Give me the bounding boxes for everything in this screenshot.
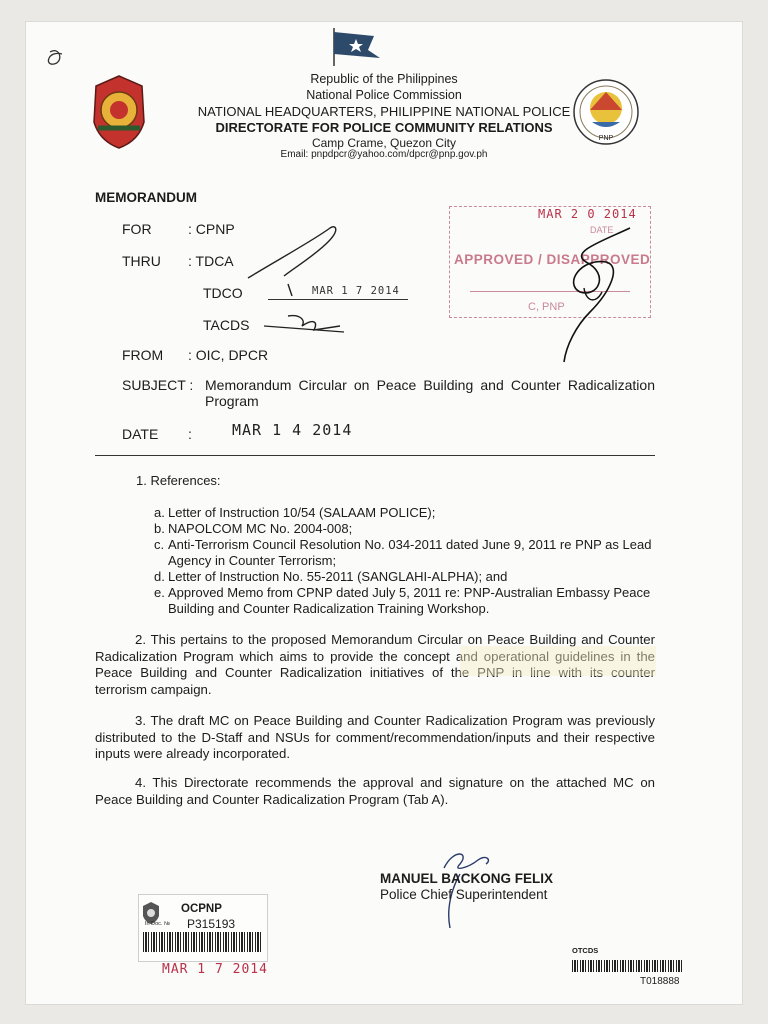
signatory-name: MANUEL BACKONG FELIX	[380, 871, 554, 886]
ocpnp-doc-number: P315193	[187, 917, 236, 931]
cpnp-signature	[540, 222, 650, 372]
reference-item	[154, 537, 654, 569]
header-divider	[95, 455, 655, 456]
header-napolcom: National Police Commission	[306, 88, 462, 102]
approval-date: MAR 2 0 2014	[538, 207, 637, 221]
otcds-stamp	[568, 946, 686, 990]
right-seal-text: PNP	[598, 135, 614, 142]
header-address: Camp Crame, Quezon City	[311, 136, 457, 150]
paragraph-4: 4. This Directorate recommends the approval and signature on the attached MC on Peace Building and Counter Radicalization Program (Tab A).	[95, 775, 655, 807]
reference-key: a.	[154, 505, 165, 520]
ocpnp-date-stamp: MAR 1 7 2014	[162, 962, 268, 977]
from-value: : OIC, DPCR	[188, 347, 269, 363]
approval-date-label: DATE	[590, 225, 614, 235]
subject-label: SUBJECT :	[122, 377, 194, 393]
reference-text: Anti-Terrorism Council Resolution No. 034-2011 dated June 9, 2011 re PNP as Lead Agency in Counter Terrorism;	[168, 537, 652, 568]
approval-signer: C, PNP	[528, 301, 565, 313]
thru-label: THRU	[122, 253, 161, 269]
handwritten-initials	[244, 222, 374, 342]
date-colon: :	[188, 426, 192, 442]
header-email: Email: pnpdpcr@yahoo.com/dpcr@pnp.gov.ph	[280, 149, 488, 160]
reference-item	[154, 569, 654, 585]
reference-item	[154, 585, 654, 617]
otcds-barcode	[572, 960, 682, 972]
reference-key: e.	[154, 585, 165, 600]
subject-value: Memorandum Circular on Peace Building and Counter Radicalization Program	[205, 377, 655, 409]
reference-key: b.	[154, 521, 165, 536]
reference-key: c.	[154, 537, 165, 552]
flag-icon	[328, 26, 388, 66]
header-republic: Republic of the Philippines	[310, 72, 458, 86]
reference-key: d.	[154, 569, 165, 584]
paragraph-highlight	[460, 646, 656, 676]
reference-text: Letter of Instruction No. 55-2011 (SANGLAHI-ALPHA); and	[168, 569, 508, 584]
from-label: FROM	[122, 347, 164, 363]
ocpnp-stamp	[138, 894, 268, 962]
header-nhq: NATIONAL HEADQUARTERS, PHILIPPINE NATIONAL POLICE	[197, 104, 571, 119]
header-directorate: DIRECTORATE FOR POLICE COMMUNITY RELATIONS	[215, 120, 553, 135]
thru-value: : TDCA	[188, 253, 234, 269]
ocpnp-title: OCPNP	[181, 903, 222, 915]
approval-status: APPROVED / DISAPPROVED	[454, 252, 651, 267]
otcds-title: OTCDS	[572, 946, 599, 955]
handwritten-mark	[40, 44, 80, 74]
references-heading: 1. References:	[136, 473, 221, 488]
tdco-date-stamp: MAR 1 7 2014	[312, 285, 400, 297]
signatory-title: Police Chief Superintendent	[380, 887, 548, 902]
tacds-label: TACDS	[203, 317, 250, 333]
reference-item	[154, 521, 654, 537]
otcds-number: T018888	[640, 976, 680, 987]
date-label: DATE	[122, 426, 159, 442]
ocpnp-barcode	[143, 932, 261, 952]
paragraph-3: 3. The draft MC on Peace Building and Counter Radicalization Program was previously distributed to the D-Staff and NSUs for comment/recommendation/inputs and their respective inputs were already incorporated.	[95, 713, 655, 761]
reference-text: Approved Memo from CPNP dated July 5, 2011 re: PNP-Australian Embassy Peace Building and Counter Radicalization Training Workshop.	[168, 585, 651, 616]
ocpnp-doc-prefix: In Doc. №	[145, 921, 170, 927]
memo-title: MEMORANDUM	[95, 190, 197, 205]
tdco-label: TDCO	[203, 285, 243, 301]
reference-text: Letter of Instruction 10/54 (SALAAM POLICE);	[168, 505, 436, 520]
reference-item	[154, 505, 654, 521]
reference-text: NAPOLCOM MC No. 2004-008;	[168, 521, 353, 536]
for-value: : CPNP	[188, 221, 235, 237]
for-label: FOR	[122, 221, 152, 237]
paragraph-2: 2. This pertains to the proposed Memorandum Circular on Peace Building and Counter Radicalization Program which aims to provide the concept and operational guidelines in the Peace Building and Counter Radicalization initiatives of the PNP in line with its counter terrorism campaign.	[95, 632, 655, 697]
date-stamp: MAR 1 4 2014	[232, 421, 353, 439]
